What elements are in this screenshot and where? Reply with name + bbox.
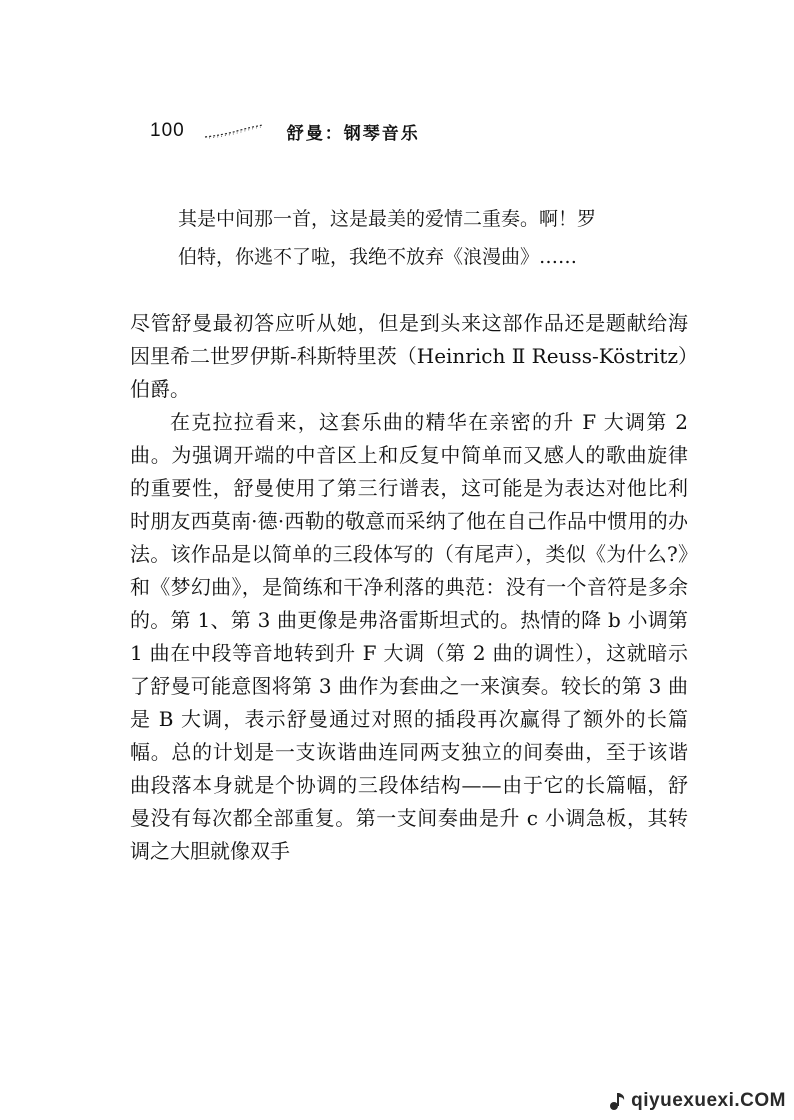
watermark-text: qiyuexuexi.COM	[631, 1090, 786, 1111]
body-text	[130, 307, 688, 868]
page-header	[150, 116, 420, 146]
page-number: 100	[150, 120, 185, 141]
block-quote	[178, 200, 698, 276]
quote-line: 伯特，你逃不了啦，我绝不放弃《浪漫曲》……	[178, 246, 578, 268]
music-note-icon	[607, 1090, 629, 1112]
quote-line: 其是中间那一首，这是最美的爱情二重奏。啊！罗	[178, 208, 597, 230]
paragraph: 尽管舒曼最初答应听从她，但是到头来这部作品还是题献给海因里希二世罗伊斯-科斯特里茨（Heinrich Ⅱ Reuss-Köstritz）伯爵。	[130, 311, 688, 401]
ornament-icon	[203, 123, 265, 139]
paragraph: 在克拉拉看来，这套乐曲的精华在亲密的升 F 大调第 2 曲。为强调开端的中音区上和反复中简单而又感人的歌曲旋律的重要性，舒曼使用了第三行谱表，这可能是为表达对他比利时朋友西莫南·德·西勒的敬意而采纳了他在自己作品中惯用的办法。该作品是以简单的三段体写的（有尾声），类似《为什么?》和《梦幻曲》，是简练和干净利落的典范：没有一个音符是多余的。第 1、第 3 曲更像是弗洛雷斯坦式的。热情的降 b 小调第 1 曲在中段等音地转到升 F 大调（第 2 曲的调性），这就暗示了舒曼可能意图将第 3 曲作为套曲之一来演奏。较长的第 3 曲是 B 大调，表示舒曼通过对照的插段再次赢得了额外的长篇幅。总的计划是一支诙谐曲连同两支独立的间奏曲，至于该谐曲段落本身就是个协调的三段体结构——由于它的长篇幅，舒曼没有每次都全部重复。第一支间奏曲是升 c 小调急板，其转调之大胆就像双手	[130, 410, 688, 863]
watermark	[607, 1090, 786, 1112]
running-title: 舒曼：钢琴音乐	[286, 123, 420, 144]
